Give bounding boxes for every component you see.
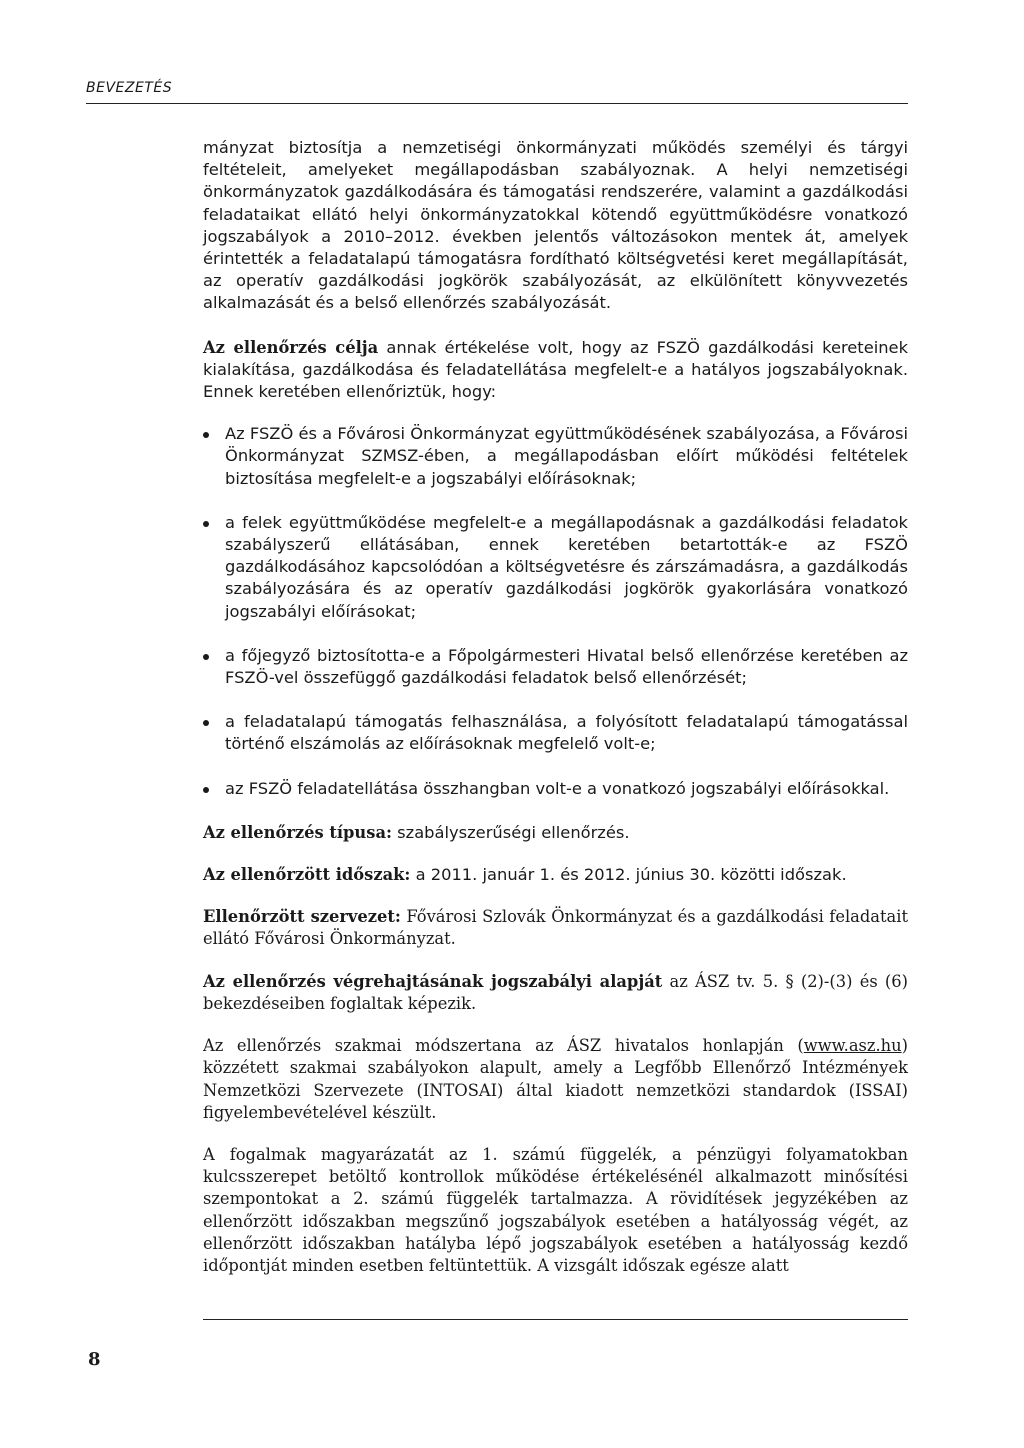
list-item xyxy=(203,778,908,800)
organization-paragraph xyxy=(203,906,908,950)
organization-text: Fővárosi Szlovák Önkormányzat és a gazdálkodási feladatait ellátó Fővárosi Önkormányzat. xyxy=(203,907,908,949)
period-label: Az ellenőrzött időszak: xyxy=(203,865,411,885)
bullet-icon xyxy=(203,654,209,660)
purpose-label: Az ellenőrzés célja xyxy=(203,337,379,357)
purpose-paragraph xyxy=(203,337,908,404)
page-number: 8 xyxy=(88,1349,101,1370)
asz-website-link[interactable]: www.asz.hu xyxy=(803,1036,902,1056)
running-header: BEVEZETÉS xyxy=(86,80,173,96)
list-item-text: a felek együttműködése megfelelt-e a megállapodásnak a gazdálkodási feladatok szabályszerű ellátásában, ennek keretében betartották-e az FSZÖ gazdálkodásához kapcsolódóan a költségvetésre és zárszámadásra, a gazdálkodás szabályozására és az operatív gazdálkodási jogkörök gyakorlására vonatkozó jogszabályi előírásokat; xyxy=(225,512,908,621)
methodology-paragraph xyxy=(203,1035,908,1124)
main-content xyxy=(203,137,908,1297)
type-label: Az ellenőrzés típusa: xyxy=(203,822,392,842)
period-text: a 2011. január 1. és 2012. június 30. közötti időszak. xyxy=(410,865,847,885)
bullet-icon xyxy=(203,787,209,793)
list-item-text: az FSZÖ feladatellátása összhangban volt-e a vonatkozó jogszabályi előírásokkal. xyxy=(225,778,890,798)
organization-label: Ellenőrzött szervezet: xyxy=(203,907,401,927)
check-list xyxy=(203,423,908,800)
period-paragraph xyxy=(203,864,908,886)
header-rule xyxy=(86,103,908,104)
list-item xyxy=(203,512,908,623)
bullet-icon xyxy=(203,521,209,527)
legal-basis-paragraph xyxy=(203,971,908,1015)
bullet-icon xyxy=(203,720,209,726)
type-paragraph xyxy=(203,822,908,844)
type-text: szabályszerűségi ellenőrzés. xyxy=(392,822,630,842)
footer-rule xyxy=(203,1319,908,1320)
purpose-text: annak értékelése volt, hogy az FSZÖ gazdálkodási kereteinek kialakítása, gazdálkodása és feladatellátása megfelelt-e a hatályos jogszabályoknak. Ennek keretében ellenőriztük, hogy: xyxy=(203,337,909,402)
legal-basis-text: az ÁSZ tv. 5. § (2)-(3) és (6) bekezdéseiben foglaltak képezik. xyxy=(203,971,908,1013)
bullet-icon xyxy=(203,432,209,438)
definitions-paragraph: A fogalmak magyarázatát az 1. számú függelék, a pénzügyi folyamatokban kulcsszerepet betöltő kontrollok működése értékelésénél alkalmazott minősítési szempontokat a 2. számú függelék tartalmazza. A rövidítések jegyzékében az ellenőrzött időszakban megszűnő jogszabályok esetében a hatályosság végét, az ellenőrzött időszakban hatályba lépő jogszabályok esetében a hatályosság kezdő időpontját minden esetben feltüntettük. A vizsgált időszak egésze alatt xyxy=(203,1144,908,1275)
legal-basis-label: Az ellenőrzés végrehajtásának jogszabályi alapját xyxy=(203,971,663,991)
list-item xyxy=(203,423,908,490)
methodology-text-end: ) közzétett szakmai szabályokon alapult, amely a Legfőbb Ellenőrző Intézmények Nemzetközi Szervezete (INTOSAI) által kiadott nemzetközi standardok (ISSAI) figyelembevételével készült. xyxy=(203,1036,908,1122)
list-item-text: a főjegyző biztosította-e a Főpolgármesteri Hivatal belső ellenőrzése keretében az FSZÖ-vel összefüggő gazdálkodási feladatok belső ellenőrzését; xyxy=(225,645,908,688)
list-item-text: a feladatalapú támogatás felhasználása, a folyósított feladatalapú támogatással történő elszámolás az előírásoknak megfelelő volt-e; xyxy=(225,712,908,754)
list-item-text: Az FSZÖ és a Fővárosi Önkormányzat együttműködésének szabályozása, a Fővárosi Önkormányzat SZMSZ-ében, a megállapodásban előírt működési feltételek biztosítása megfelelt-e a jogszabályi előírásoknak; xyxy=(225,424,908,488)
list-item xyxy=(203,711,908,755)
intro-paragraph: mányzat biztosítja a nemzetiségi önkormányzati működés személyi és tárgyi feltételeit, amelyeket megállapodásban szabályoznak. A helyi nemzetiségi önkormányzatok gazdálkodására és támogatási rendszerére, valamint a gazdálkodási feladataikat ellátó helyi önkormányzatokkal kötendő együttműködésre vonatkozó jogszabályok a 2010–2012. években jelentős változásokon mentek át, amelyek érintették a feladatalapú támogatásra fordítható költségvetési keret megállapítását, az operatív gazdálkodási jogkörök szabályozását, az elkülönített könyvvezetés alkalmazását és a belső ellenőrzés szabályozását. xyxy=(203,138,908,313)
methodology-text: Az ellenőrzés szakmai módszertana az ÁSZ hivatalos honlapján ( xyxy=(203,1036,804,1056)
list-item xyxy=(203,645,908,689)
